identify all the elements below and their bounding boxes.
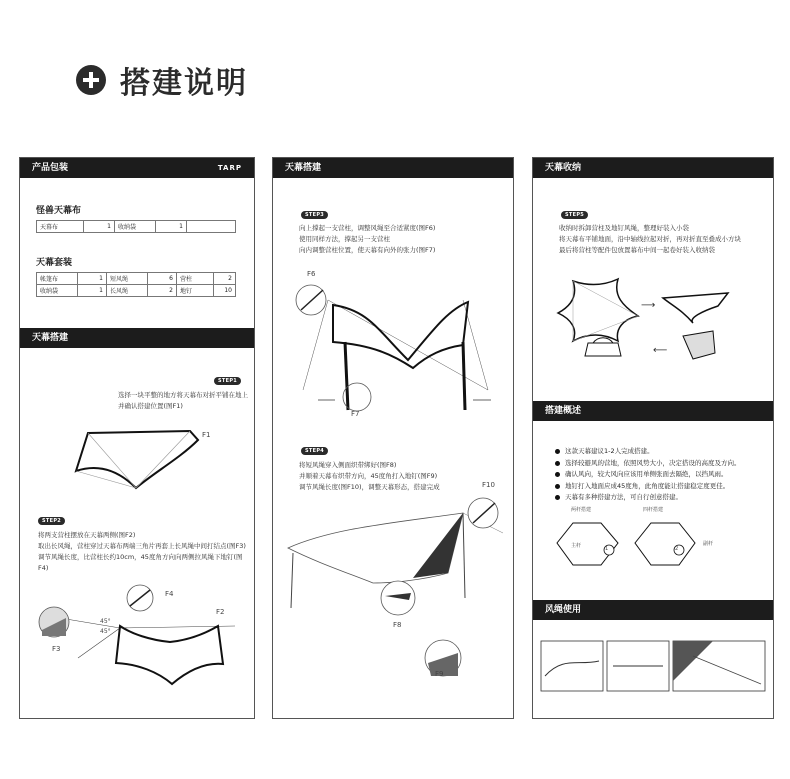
table-cell: 天幕布 [37, 221, 84, 233]
text-line: 使用同样方法，撑起另一支营柱 [299, 235, 390, 243]
tarp-cloth-title: 怪兽天幕布 [36, 206, 82, 216]
text-line: 最后将营柱等配件包放置幕布中间一起卷好装入收纳袋 [559, 246, 715, 254]
section-bar-overview [533, 401, 773, 421]
page-title: 搭建说明 [120, 66, 248, 101]
f6-f7-raising-poles-diagram [273, 270, 513, 420]
section-bar-setup [20, 328, 254, 348]
panel-storage-overview-rope [532, 157, 774, 719]
page-header [76, 58, 248, 102]
step2-text [38, 530, 250, 574]
plus-icon [76, 65, 106, 95]
tarp-kit-table [36, 272, 236, 297]
pole-label: 主杆 [571, 543, 582, 549]
overview-bullet-list [555, 446, 770, 504]
table-row [37, 221, 236, 233]
table-cell [187, 221, 236, 233]
text-line: 并确认搭建位置(图F1) [118, 402, 183, 410]
tarp-kit-title: 天幕套装 [36, 258, 73, 268]
list-item: 地钉打入地面应成45度角，此角度能让搭建稳定度更佳。 [555, 481, 770, 493]
text-line: 将短风绳穿入侧面织带绑好(图F8) [299, 461, 397, 469]
setup-layout-diagram [533, 513, 773, 583]
text-line: 选择一块平整的地方将天幕布对折平铺在地上 [118, 391, 248, 399]
panel-tarp-setup-steps [272, 157, 514, 719]
svg-text:⟶: ⟶ [641, 300, 656, 311]
section-bar-rope-usage [533, 600, 773, 620]
table-cell: 地钉 [177, 285, 214, 297]
figure-label: F4 [165, 590, 174, 598]
text-line: 收纳时拆卸营柱及地钉风绳，整理好装入小袋 [559, 224, 689, 232]
section-title: 天幕收纳 [545, 163, 582, 173]
step-badge: STEP2 [38, 517, 65, 525]
section-tag: TARP [217, 164, 242, 172]
section-title: 天幕搭建 [32, 333, 69, 343]
section-bar-storage [533, 158, 773, 178]
figure-label: F9 [435, 670, 444, 678]
f1-folded-tarp-diagram [20, 428, 254, 518]
table-cell: 营柱 [177, 273, 214, 285]
table-cell: 2 [214, 273, 236, 285]
text-line: 并顺着天幕布织带方向，45度角打入地钉(图F9) [299, 472, 438, 480]
list-item: 确认风向，较大风向应该用单侧张面去隔绝，以挡风雨。 [555, 469, 770, 481]
section-title: 产品包装 [32, 163, 69, 173]
four-pole-label: 四杆搭建 [643, 507, 664, 513]
text-line: 向内调整营柱位置，使天幕有向外的张力(图F7) [299, 246, 436, 254]
table-cell: 1 [84, 221, 115, 233]
step3-text [299, 223, 509, 256]
text-line: 向上撑起一支营柱，调整风绳至合适紧度(图F6) [299, 224, 436, 232]
list-item: 这款天幕建议1-2人完成搭建。 [555, 446, 770, 458]
f8-f9-f10-finished-tarp-diagram [273, 488, 513, 688]
table-cell: 1 [78, 285, 107, 297]
tarp-cloth-table [36, 220, 236, 233]
figure-label: F6 [307, 270, 316, 278]
step-badge: STEP1 [214, 377, 241, 385]
table-cell: 1 [156, 221, 187, 233]
table-row [37, 285, 236, 297]
table-cell: 收纳袋 [115, 221, 156, 233]
step1-text [118, 390, 248, 412]
section-title: 搭建概述 [545, 406, 582, 416]
folding-steps-diagram [533, 261, 773, 381]
svg-text:⟵: ⟵ [653, 345, 668, 356]
diagram-number: 2 [675, 546, 679, 552]
diagram-number: 1 [605, 546, 609, 552]
angle-label: 45° [100, 618, 111, 625]
rope-usage-diagram [533, 636, 773, 696]
table-cell: 6 [148, 273, 177, 285]
step-badge: STEP3 [301, 211, 328, 219]
section-bar-packaging [20, 158, 254, 178]
figure-label: F7 [351, 410, 360, 418]
two-pole-label: 两杆搭建 [571, 507, 592, 513]
section-bar-setup [273, 158, 513, 178]
figure-label: F8 [393, 621, 402, 629]
figure-label: F2 [216, 608, 225, 616]
step-badge: STEP5 [561, 211, 588, 219]
figure-label: F10 [482, 481, 495, 489]
table-cell: 10 [214, 285, 236, 297]
table-cell: 帐篷布 [37, 273, 78, 285]
text-line: 将两支营柱摆放在天幕两侧(图F2) [38, 531, 136, 539]
step5-text [559, 223, 771, 256]
table-cell: 2 [148, 285, 177, 297]
f2-tarp-with-poles-diagram [20, 578, 254, 708]
section-title: 风绳使用 [545, 605, 582, 615]
table-cell: 短风绳 [107, 273, 148, 285]
text-line: 调节风绳长度，比营柱长约10cm，45度角方向向两侧拉风绳下地钉(图F4) [38, 553, 243, 572]
text-line: 将天幕布平铺地面，沿中轴线拉起对折，再对折直至叠成小方块 [559, 235, 741, 243]
table-cell: 收纳袋 [37, 285, 78, 297]
panel-packaging-and-setup [19, 157, 255, 719]
list-item: 选择较避风的营地，依照风势大小，决定搭设的高度及方向。 [555, 458, 770, 470]
figure-label: F3 [52, 645, 61, 653]
table-cell: 长风绳 [107, 285, 148, 297]
step-badge: STEP4 [301, 447, 328, 455]
text-line: 取出长风绳，营柱穿过天幕布两端三角片再套上长风绳中间打结点(图F3) [38, 542, 246, 550]
list-item: 天幕有多种搭建方法，可自行创意搭建。 [555, 492, 770, 504]
figure-label: F1 [202, 431, 211, 439]
text-line: 调节风绳长度(图F10)，调整天幕形态，搭建完成 [299, 483, 440, 491]
table-cell: 1 [78, 273, 107, 285]
angle-label: 45° [100, 628, 111, 635]
section-title: 天幕搭建 [285, 163, 322, 173]
pole-label: 副杆 [703, 541, 714, 547]
table-row [37, 273, 236, 285]
